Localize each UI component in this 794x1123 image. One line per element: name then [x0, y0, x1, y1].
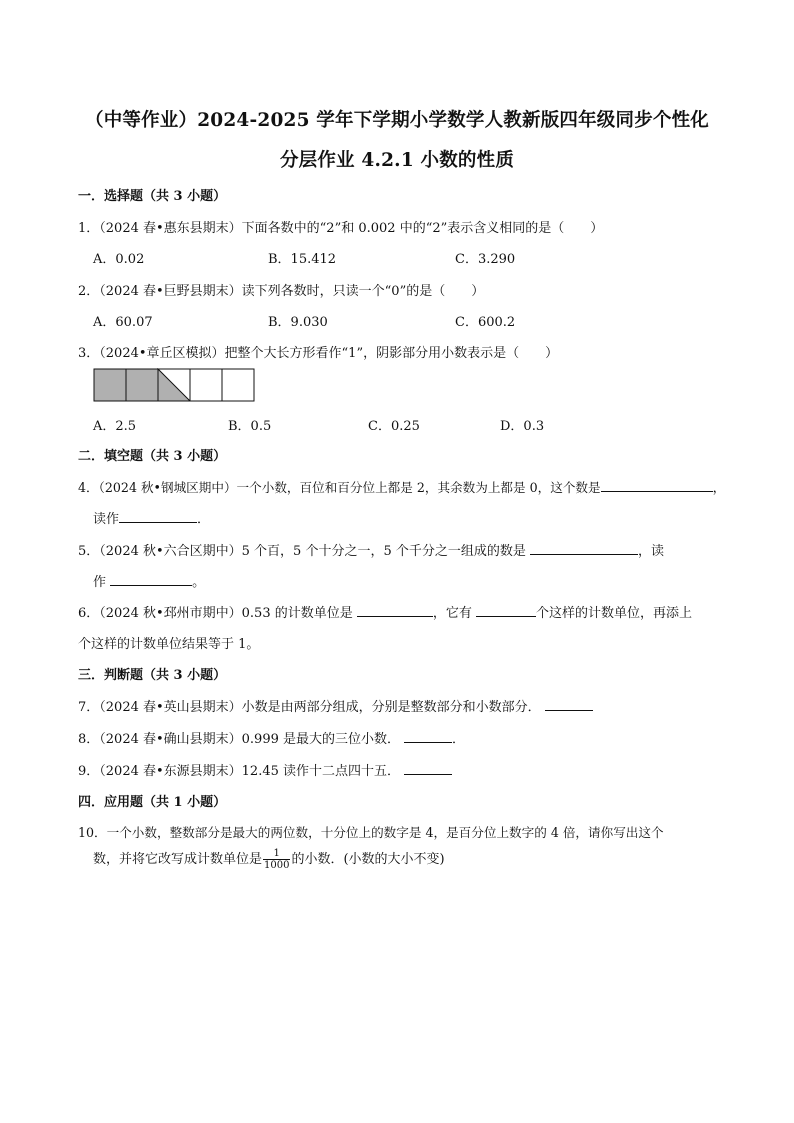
fraction-numerator: 1: [263, 848, 290, 860]
q5-end: ，读: [638, 544, 665, 559]
q9-answer-blank[interactable]: [404, 760, 452, 775]
question-4-line1: [78, 477, 726, 496]
q4-text: 4．（2024 秋•钢城区期中）一个小数，百位和百分位上都是 2，其余数为上都是 0，这个数是: [78, 480, 601, 495]
section-fill-heading: 二．填空题（共 3 小题）: [78, 449, 227, 464]
q1-option-c: C．3.290: [455, 252, 516, 267]
q3-option-c: C．0.25: [368, 419, 420, 434]
q6-answer-blank-2[interactable]: [476, 602, 536, 617]
figure-cell-empty-1: [190, 369, 222, 401]
q7-answer-blank[interactable]: [545, 696, 593, 711]
q5-answer-blank-1[interactable]: [530, 540, 638, 555]
q8-answer-blank[interactable]: [404, 728, 452, 743]
q10-text-a: 数，并将它改写成计数单位是: [93, 852, 263, 867]
q1-option-a: A．0.02: [93, 252, 145, 267]
q10-fraction: [263, 848, 290, 871]
q2-option-a: A．60.07: [93, 315, 153, 330]
question-10-line1: 10．一个小数，整数部分是最大的两位数，十分位上的数字是 4，是百分位上数字的 4 倍，请你写出这个: [78, 825, 664, 840]
q3-rectangle-figure: [93, 368, 255, 402]
question-8-line: [78, 728, 465, 747]
q6-text-b: ，它有: [432, 606, 477, 621]
q8-text: 8．（2024 春•确山县期末）0.999 是最大的三位小数．: [78, 732, 401, 747]
section-choice-heading: 一．选择题（共 3 小题）: [78, 189, 227, 204]
q3-option-d: D．0.3: [500, 419, 545, 434]
q6-text-a: 6．（2024 秋•邳州市期中）0.53 的计数单位是: [78, 606, 357, 621]
question-9-line: [78, 760, 452, 779]
q5-read-label: 作: [93, 575, 111, 590]
question-10-line2: [93, 848, 445, 871]
q1-option-b: B．15.412: [268, 252, 337, 267]
figure-cell-empty-2: [222, 369, 254, 401]
q4-read-label: 读作: [93, 512, 120, 527]
q5-answer-blank-2[interactable]: [110, 571, 192, 586]
fraction-denominator: 1000: [264, 860, 290, 871]
question-6-line2: 个这样的计数单位结果等于 1。: [78, 637, 260, 652]
q4-period: ．: [197, 512, 211, 527]
q2-option-b: B．9.030: [268, 315, 328, 330]
q9-text: 9．（2024 春•东源县期末）12.45 读作十二点四十五．: [78, 764, 401, 779]
q5-period: 。: [192, 575, 206, 590]
section-application-heading: 四．应用题（共 1 小题）: [78, 795, 227, 810]
question-6-line1: [78, 602, 692, 621]
q6-answer-blank-1[interactable]: [357, 602, 433, 617]
q10-text-b: 的小数．(小数的大小不变): [291, 852, 445, 867]
q3-option-b: B．0.5: [228, 419, 272, 434]
question-3-text: 3．（2024•章丘区模拟）把整个大长方形看作“1”，阴影部分用小数表示是（ ）: [78, 346, 559, 361]
question-7-line: [78, 696, 593, 715]
q7-text: 7．（2024 春•英山县期末）小数是由两部分组成，分别是整数部分和小数部分．: [78, 700, 541, 715]
figure-cell-shaded-1: [94, 369, 126, 401]
q6-text-c: 个这样的计数单位，再添上: [536, 606, 693, 621]
question-1-text: 1．（2024 春•惠东县期末）下面各数中的“2”和 0.002 中的“2”表示含义相同的是（ ）: [78, 221, 604, 236]
q4-answer-blank-1[interactable]: [601, 477, 713, 492]
page-title-line1: （中等作业）2024-2025 学年下学期小学数学人教新版四年级同步个性化: [85, 110, 709, 131]
q4-answer-blank-2[interactable]: [119, 508, 197, 523]
q2-option-c: C．600.2: [455, 315, 516, 330]
q4-end: ，: [712, 481, 726, 496]
q8-end: ．: [452, 732, 466, 747]
page-title-line2: 分层作业 4.2.1 小数的性质: [279, 150, 515, 171]
question-4-line2: [93, 508, 210, 527]
q5-text: 5．（2024 秋•六合区期中）5 个百，5 个十分之一，5 个千分之一组成的数是: [78, 544, 530, 559]
q3-option-a: A．2.5: [93, 419, 137, 434]
question-5-line2: [93, 571, 205, 590]
section-judge-heading: 三．判断题（共 3 小题）: [78, 668, 227, 683]
question-5-line1: [78, 540, 664, 559]
figure-cell-shaded-2: [126, 369, 158, 401]
question-2-text: 2．（2024 春•巨野县期末）读下列各数时，只读一个“0”的是（ ）: [78, 284, 485, 299]
